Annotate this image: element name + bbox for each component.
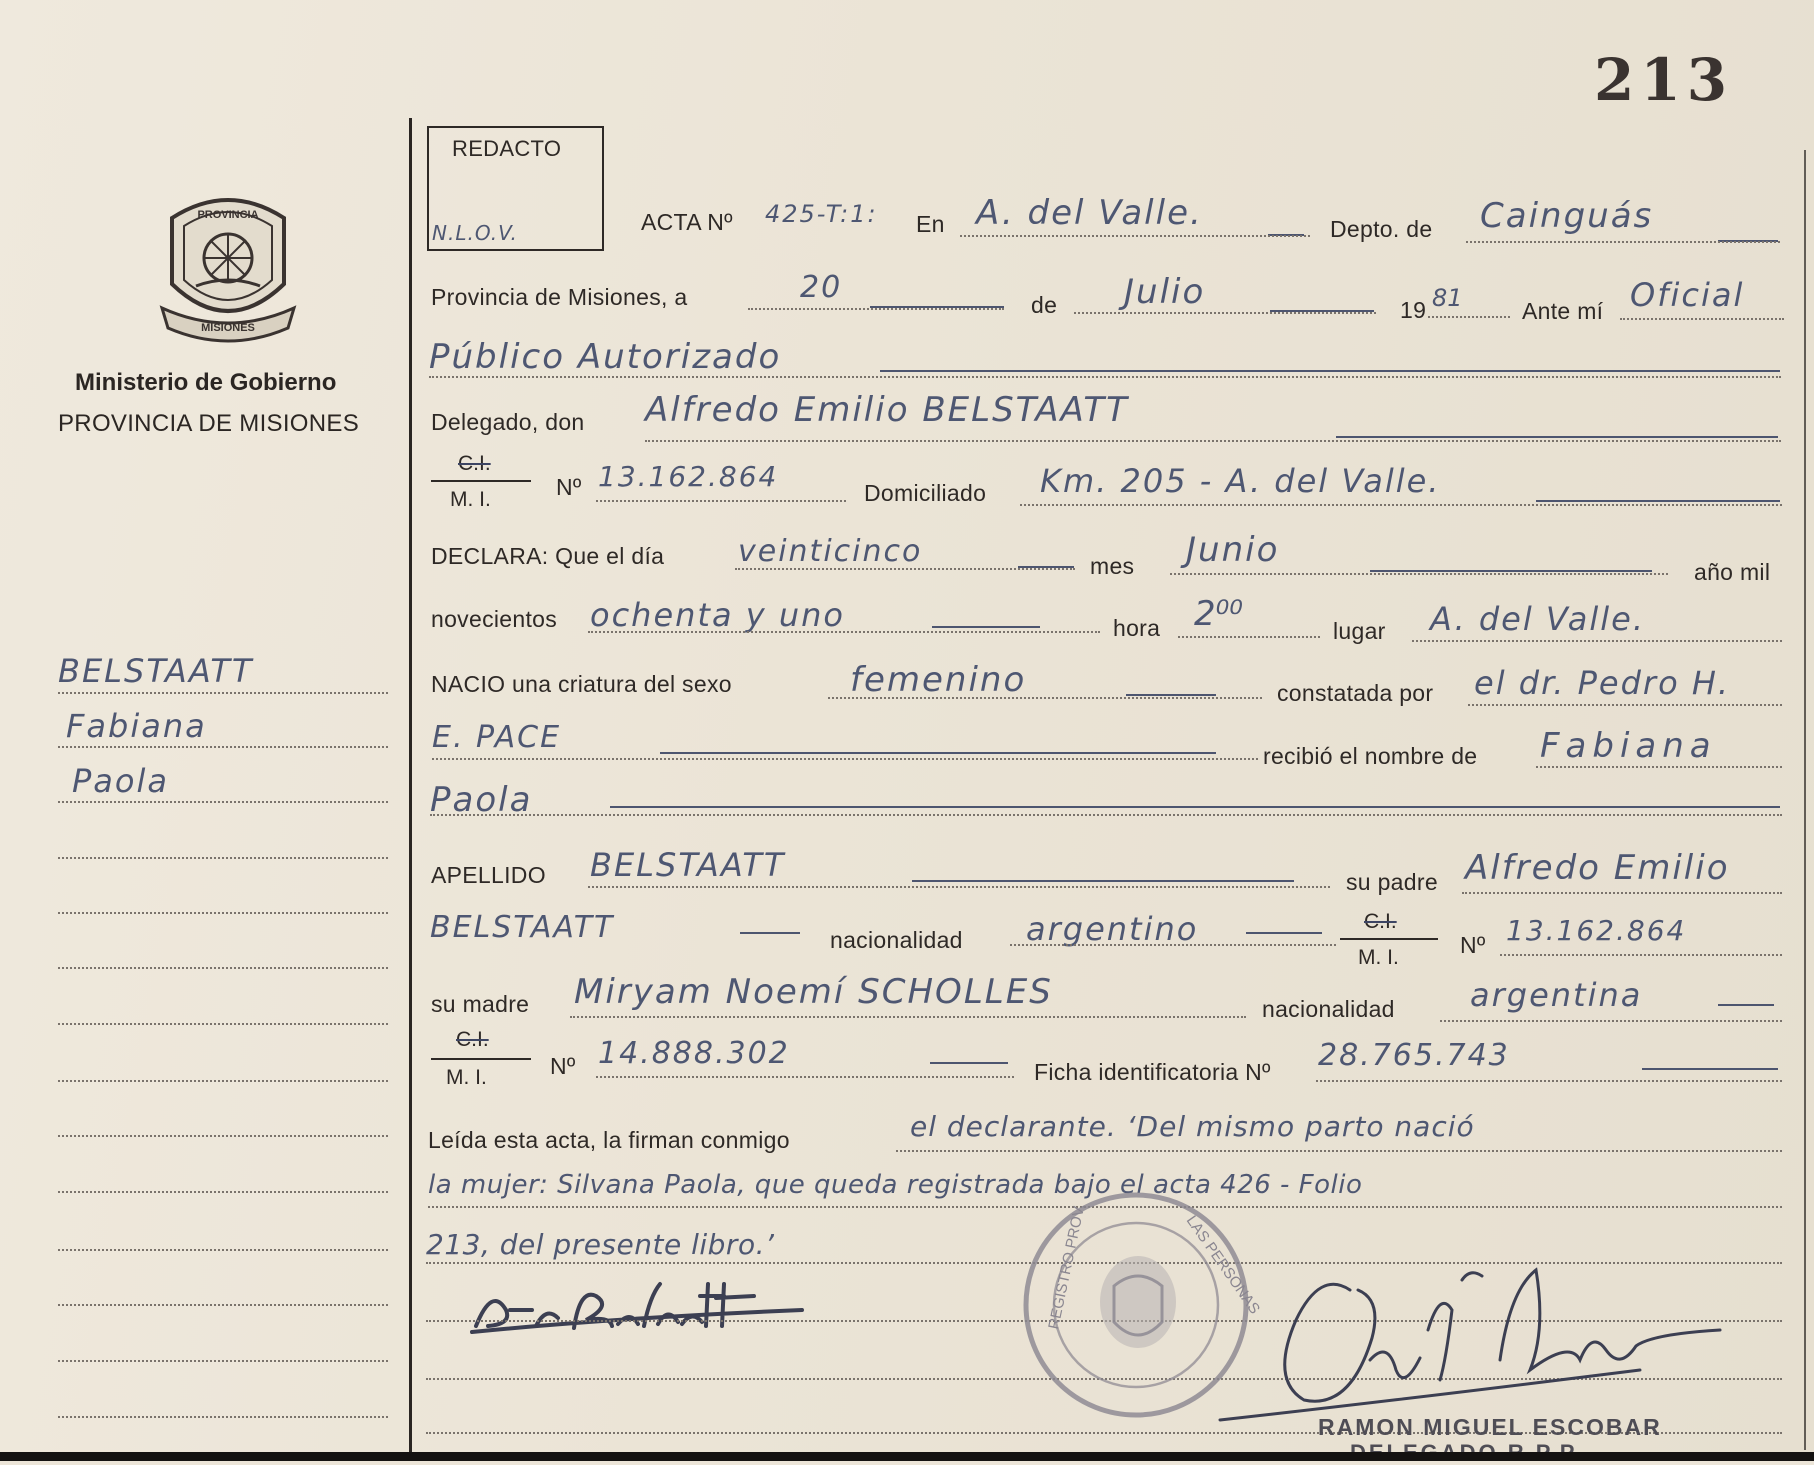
nombre-value: Fabiana [1540,726,1717,766]
depto-label: Depto. de [1330,216,1433,242]
novecientos-value: ochenta y uno [590,596,845,634]
svg-text:LAS PERSONAS: LAS PERSONAS [1182,1212,1264,1318]
declara-mes: Junio [1186,530,1280,570]
leida-value-2: la mujer: Silvana Paola, que queda registrada bajo el acta 426 - Folio [428,1170,1363,1200]
anio-value: 81 [1432,284,1463,312]
hora-label: hora [1113,615,1161,641]
anio-mil-label: año mil [1694,559,1771,585]
padre-nacionalidad-label: nacionalidad [830,927,963,953]
delegado-mi-label: M. I. [450,488,491,511]
padre-nacionalidad: argentino [1026,910,1199,948]
anio-prefix: 19 [1400,297,1427,323]
apellido-value: BELSTAATT [590,846,786,884]
ante-value: Oficial [1630,276,1745,314]
lugar-label: lugar [1333,618,1386,644]
official-signature-icon [1200,1250,1760,1430]
scan-edge [0,1452,1814,1461]
mes-value: Julio [1124,272,1206,312]
constatada-label: constatada por [1277,680,1434,706]
nacio-label: NACIO una criatura del sexo [431,671,732,697]
lugar-value: A. del Valle. [1430,600,1645,638]
provincia-label: Provincia de Misiones, a [431,284,688,310]
padre-value-2: BELSTAATT [430,910,615,945]
emblem-text-bottom: MISIONES [201,322,255,334]
folio-number: 213 [1594,46,1734,114]
padre-value: Alfredo Emilio [1465,848,1730,888]
acta-number: 425-T:1: [765,200,878,228]
madre-nacionalidad: argentina [1470,976,1643,1014]
en-label: En [916,211,945,237]
madre-nacionalidad-label: nacionalidad [1262,996,1395,1022]
provincia-emblem-icon [158,188,298,342]
en-value: A. del Valle. [976,193,1203,233]
sexo-value: femenino [850,660,1027,700]
leida-value: el declarante. ‘Del mismo parto nació [910,1110,1475,1143]
leida-label: Leída esta acta, la firman conmigo [428,1127,790,1153]
dia-value: 20 [800,270,843,305]
madre-mi-label: M. I. [446,1066,487,1089]
domiciliado-label: Domiciliado [864,480,987,506]
padre-ci-label: C.I. [1364,910,1397,933]
declarante-signature-icon [462,1266,822,1342]
emblem-text-top: PROVINCIA [197,209,259,221]
padre-label: su padre [1346,869,1438,895]
delegado-value: Alfredo Emilio BELSTAATT [645,390,1129,430]
constatada-value: el dr. Pedro H. [1474,664,1731,702]
margin-divider [409,118,412,1458]
constatada-value-2: E. PACE [432,720,562,755]
mes-label: mes [1090,553,1135,579]
acta-label: ACTA Nº [641,209,733,235]
official-name-stamp: RAMON MIGUEL ESCOBAR [1318,1414,1662,1440]
leida-value-3: 213, del presente libro.’ [426,1228,775,1261]
padre-mi-label: M. I. [1358,946,1399,969]
declara-dia: veinticinco [738,534,923,569]
depto-value: Cainguás [1480,196,1654,236]
madre-doc: 14.888.302 [598,1036,790,1071]
margin-first-name: Fabiana [66,707,207,745]
delegado-label: Delegado, don [431,409,585,435]
ficha-label: Ficha identificatoria Nº [1034,1059,1271,1085]
ficha-value: 28.765.743 [1318,1038,1510,1073]
nombre-value-2: Paola [430,780,533,820]
ante-label: Ante mí [1522,298,1604,324]
apellido-label: APELLIDO [431,862,546,888]
recibio-label: recibió el nombre de [1263,743,1478,769]
ante-value-2: Público Autorizado [429,337,782,377]
padre-no-label: Nº [1460,932,1486,958]
redacto-initials: N.L.O.V. [432,221,518,245]
ministry-name: Ministerio de Gobierno [75,369,337,396]
svg-text:REGISTRO PROV.: REGISTRO PROV. [1045,1202,1089,1331]
delegado-no-label: Nº [556,474,582,500]
madre-no-label: Nº [550,1053,576,1079]
delegado-ci-label: C.I. [458,452,491,475]
de-label: de [1031,292,1058,318]
padre-doc: 13.162.864 [1506,914,1687,947]
madre-label: su madre [431,991,530,1017]
novecientos-label: novecientos [431,606,558,632]
declara-label: DECLARA: Que el día [431,543,665,569]
province-name: PROVINCIA DE MISIONES [58,410,360,437]
margin-surname: BELSTAATT [58,652,254,690]
madre-value: Miryam Noemí SCHOLLES [574,972,1053,1012]
madre-ci-label: C.I. [456,1028,489,1051]
margin-middle-name: Paola [72,762,169,800]
delegado-doc: 13.162.864 [598,460,779,493]
redacto-label: REDACTO [452,136,562,161]
hora-value: 2⁰⁰ [1194,594,1243,634]
domiciliado-value: Km. 205 - A. del Valle. [1040,462,1441,500]
